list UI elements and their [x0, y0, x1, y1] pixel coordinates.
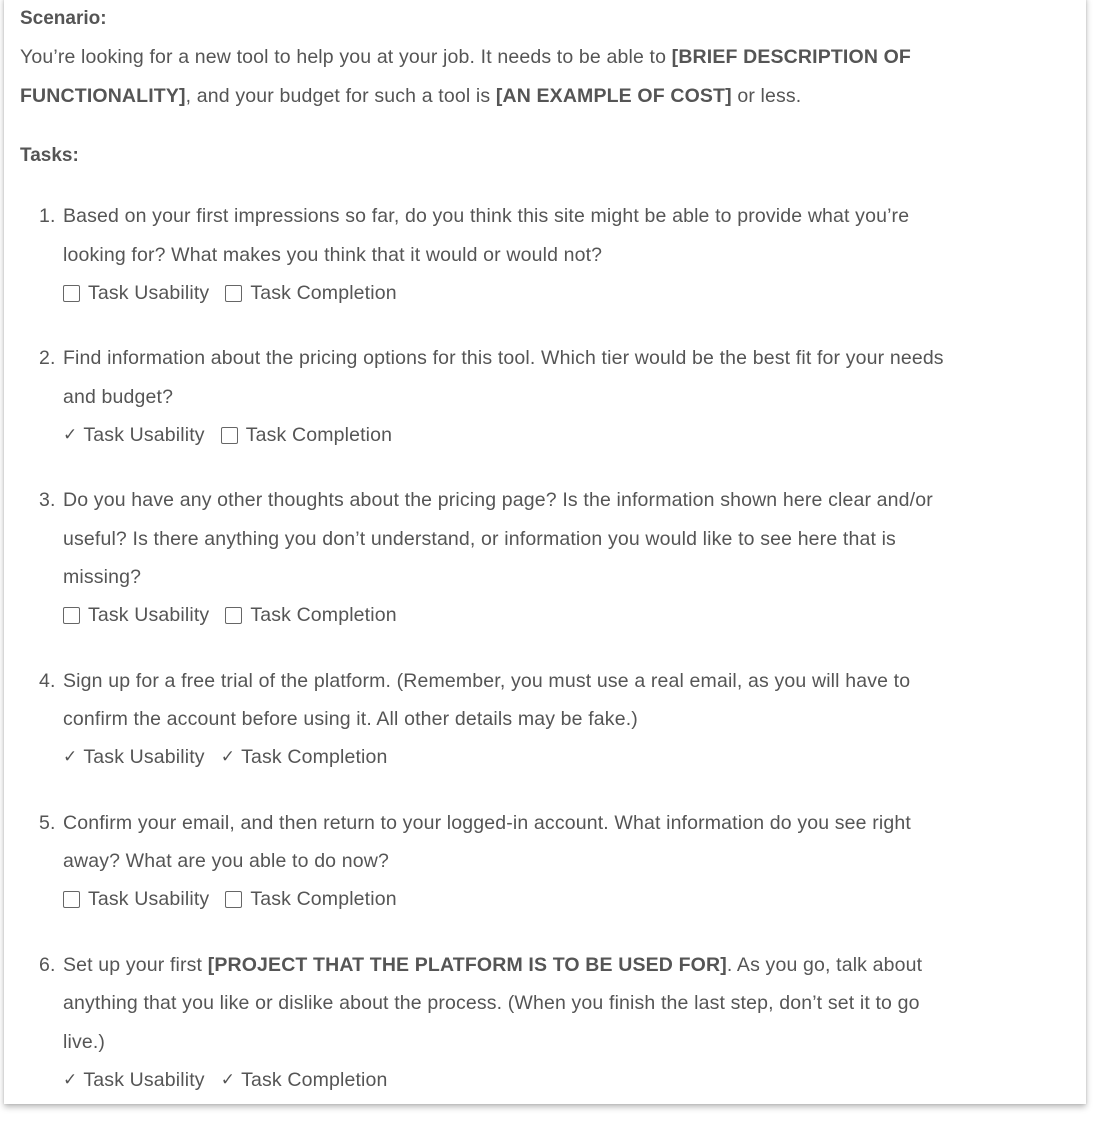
task-item [20, 804, 1086, 919]
task-completion-checkbox[interactable] [225, 880, 396, 919]
text-segment: Find information about the pricing options for this tool. Which tier would be the best fit for your needs [63, 347, 944, 369]
scenario-heading: Scenario: [20, 8, 107, 29]
empty-checkbox-icon[interactable] [221, 427, 238, 444]
empty-checkbox-icon[interactable] [63, 285, 80, 302]
task-text [63, 804, 1086, 881]
text-segment: looking for? What makes you think that it would or would not? [63, 243, 603, 266]
text-line [63, 236, 1086, 275]
task-usability-label: Task Usability [88, 604, 210, 627]
text-segment: confirm the account before using it. All other details may be fake.) [63, 708, 638, 730]
task-usability-checkbox[interactable] [63, 1061, 205, 1100]
task-number: 3. [39, 489, 56, 511]
checkmark-icon: ✓ [63, 424, 78, 445]
text-segment: Confirm your email, and then return to your logged-in account. What information do you see right [63, 811, 911, 834]
checkmark-icon: ✓ [220, 747, 236, 768]
text-segment: Do you have any other thoughts about the pricing page? Is the information shown here clear and/or [63, 489, 933, 511]
task-checks [63, 881, 1086, 919]
text-line [63, 558, 1086, 597]
task-text [63, 946, 1086, 1062]
task-item [20, 946, 1086, 1100]
text-line [63, 1023, 1086, 1062]
text-segment: useful? Is there anything you don’t understand, or information you would like to see here that is [63, 527, 896, 550]
task-usability-checkbox[interactable] [63, 738, 205, 777]
text-line [63, 700, 1086, 739]
task-completion-checkbox[interactable] [221, 1061, 388, 1100]
text-segment: or less. [731, 84, 802, 107]
empty-checkbox-icon[interactable] [225, 285, 242, 302]
task-usability-label: Task Usability [88, 281, 210, 304]
task-usability-checkbox[interactable] [63, 596, 209, 635]
task-checks [63, 274, 1086, 312]
text-segment: Set up your first [63, 953, 208, 976]
task-checks [63, 739, 1086, 777]
text-line [63, 804, 1086, 843]
text-line [63, 481, 1086, 520]
text-line [63, 842, 1086, 881]
task-completion-label: Task Completion [250, 604, 397, 627]
task-number: 2. [39, 347, 56, 369]
tasks-heading: Tasks: [20, 145, 79, 166]
task-checks [63, 597, 1086, 635]
empty-checkbox-icon[interactable] [63, 607, 80, 624]
text-line [63, 378, 1086, 417]
scenario-text [20, 38, 1086, 115]
text-line [63, 662, 1086, 701]
bold-placeholder-text: [AN EXAMPLE OF COST] [495, 84, 732, 107]
task-number: 1. [39, 205, 56, 227]
task-completion-checkbox[interactable] [221, 738, 388, 777]
task-completion-label: Task Completion [250, 281, 397, 304]
task-text [63, 481, 1086, 597]
text-segment: You’re looking for a new tool to help you at your job. It needs to be able to [20, 46, 672, 68]
checkmark-icon: ✓ [63, 1069, 78, 1090]
empty-checkbox-icon[interactable] [225, 891, 242, 908]
task-completion-label: Task Completion [241, 1068, 388, 1091]
task-text [63, 197, 1086, 274]
bold-placeholder-text: [BRIEF DESCRIPTION OF [671, 46, 911, 68]
task-number: 6. [39, 953, 56, 976]
empty-checkbox-icon[interactable] [225, 607, 242, 624]
task-number: 5. [39, 811, 56, 834]
text-line [20, 38, 1086, 77]
text-line [63, 984, 1086, 1023]
document-card [4, 0, 1086, 1104]
task-usability-label: Task Usability [83, 423, 205, 446]
checkmark-icon: ✓ [63, 747, 78, 768]
text-segment: missing? [63, 566, 142, 588]
checkmark-icon: ✓ [220, 1069, 236, 1090]
bold-placeholder-text: FUNCTIONALITY] [20, 84, 186, 107]
task-usability-checkbox[interactable] [63, 416, 205, 455]
task-text [63, 339, 1086, 416]
task-usability-label: Task Usability [88, 888, 210, 911]
task-item [20, 481, 1086, 635]
text-line [20, 77, 1086, 116]
bold-placeholder-text: [PROJECT THAT THE PLATFORM IS TO BE USED FOR] [207, 953, 727, 976]
text-line [63, 520, 1086, 559]
content [20, 0, 1086, 1126]
task-usability-checkbox[interactable] [63, 274, 209, 313]
text-segment: , and your budget for such a tool is [185, 84, 496, 107]
text-segment: Sign up for a free trial of the platform. (Remember, you must use a real email, as you will have to [63, 669, 911, 692]
task-usability-checkbox[interactable] [63, 880, 209, 919]
task-completion-checkbox[interactable] [225, 274, 396, 313]
task-checks [63, 1061, 1086, 1099]
text-line [63, 339, 1086, 378]
text-segment: Based on your first impressions so far, do you think this site might be able to provide what you’re [63, 205, 910, 227]
task-usability-label: Task Usability [83, 1068, 205, 1091]
text-segment: live.) [63, 1030, 106, 1053]
text-line [63, 946, 1086, 985]
task-text [63, 662, 1086, 739]
empty-checkbox-icon[interactable] [63, 891, 80, 908]
task-completion-label: Task Completion [241, 746, 388, 769]
task-checks [63, 416, 1086, 454]
task-item [20, 339, 1086, 454]
text-line [63, 197, 1086, 236]
text-segment: and budget? [63, 385, 174, 408]
text-segment: anything that you like or dislike about the process. (When you finish the last step, don’t set it to go [63, 992, 920, 1014]
task-completion-label: Task Completion [250, 888, 397, 911]
task-completion-label: Task Completion [245, 423, 393, 446]
task-usability-label: Task Usability [83, 746, 205, 769]
task-number: 4. [39, 669, 56, 692]
task-item [20, 662, 1086, 777]
task-completion-checkbox[interactable] [225, 596, 396, 635]
task-list [20, 197, 1086, 1099]
task-completion-checkbox[interactable] [221, 416, 392, 455]
text-segment: away? What are you able to do now? [63, 850, 389, 872]
text-segment: . As you go, talk about [726, 953, 923, 976]
task-item [20, 197, 1086, 312]
